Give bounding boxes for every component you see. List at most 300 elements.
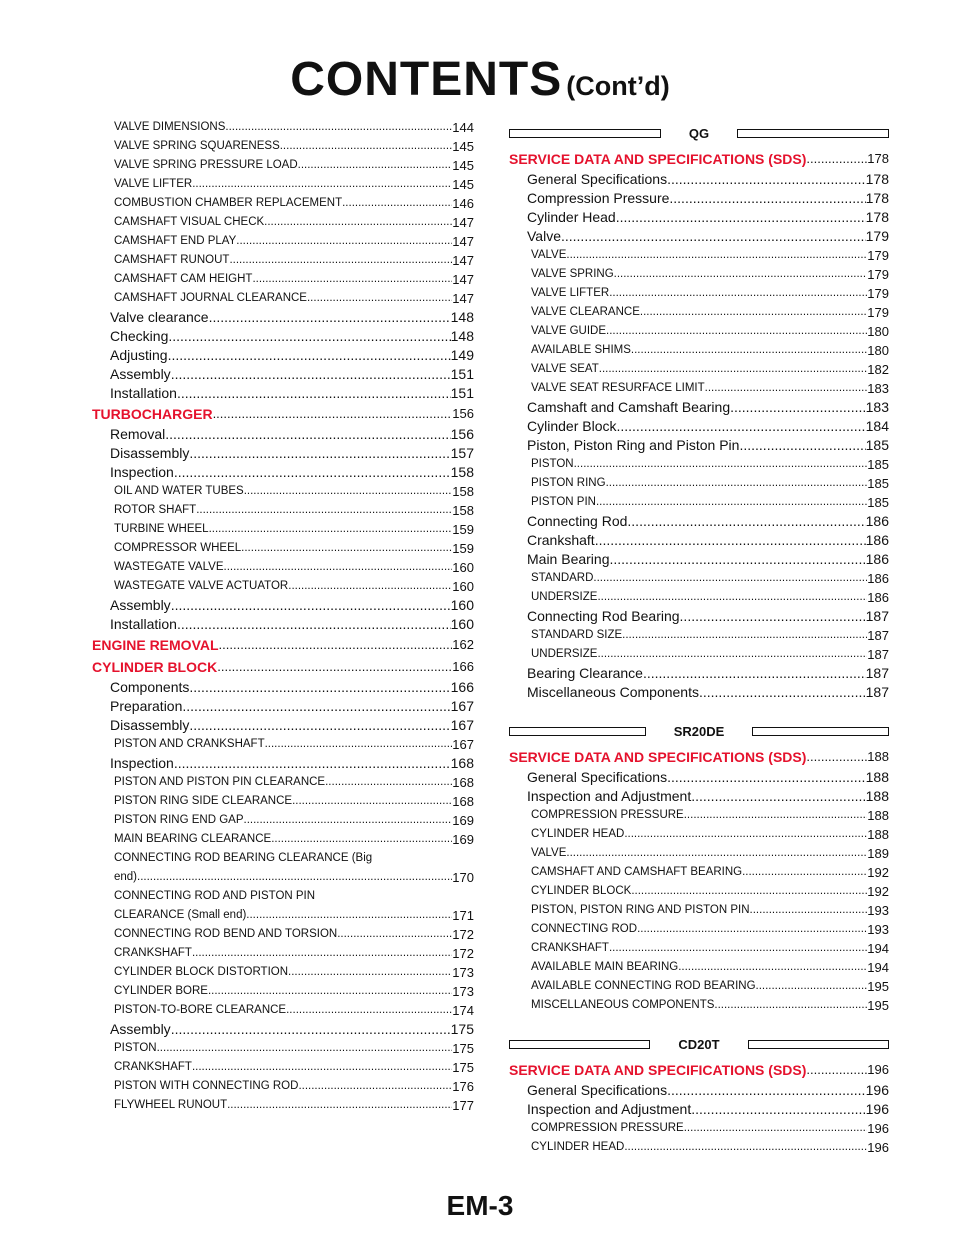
toc-entry-title: CAMSHAFT VISUAL CHECK bbox=[114, 216, 265, 228]
toc-dot-leader bbox=[667, 170, 866, 189]
toc-entry[interactable] bbox=[92, 270, 474, 289]
toc-page-number: 180 bbox=[867, 324, 889, 339]
toc-entry[interactable] bbox=[92, 346, 474, 365]
toc-dot-leader bbox=[182, 697, 450, 716]
toc-entry[interactable] bbox=[509, 303, 889, 322]
toc-page-number: 151 bbox=[450, 366, 474, 382]
toc-page-number: 179 bbox=[867, 248, 889, 263]
toc-dot-leader bbox=[616, 417, 865, 436]
toc-page-number: 147 bbox=[452, 272, 474, 287]
toc-entry[interactable] bbox=[509, 664, 889, 683]
toc-entry[interactable] bbox=[509, 569, 889, 588]
section-rule bbox=[748, 1040, 889, 1049]
toc-entry[interactable] bbox=[92, 232, 474, 251]
toc-entry[interactable] bbox=[509, 626, 889, 645]
toc-entry[interactable] bbox=[92, 365, 474, 384]
toc-dot-leader bbox=[286, 1001, 452, 1020]
toc-entry[interactable] bbox=[92, 175, 474, 194]
toc-entry-title: Assembly bbox=[110, 366, 171, 382]
toc-entry[interactable] bbox=[92, 539, 474, 558]
toc-entry-title: CONNECTING ROD bbox=[531, 923, 638, 935]
toc-entry[interactable] bbox=[509, 901, 889, 920]
toc-dot-leader bbox=[609, 939, 867, 958]
toc-entry[interactable] bbox=[509, 996, 889, 1015]
toc-entry-title: MAIN BEARING CLEARANCE bbox=[114, 833, 272, 845]
toc-dot-leader bbox=[244, 482, 453, 501]
toc-entry[interactable] bbox=[509, 227, 889, 246]
toc-dot-leader bbox=[219, 634, 453, 656]
toc-entry[interactable] bbox=[92, 501, 474, 520]
toc-entry-title: PISTON RING SIDE CLEARANCE bbox=[114, 795, 293, 807]
toc-entry-title: CAMSHAFT JOURNAL CLEARANCE bbox=[114, 292, 307, 304]
section-spacer bbox=[509, 702, 889, 716]
toc-dot-leader bbox=[189, 716, 450, 735]
toc-page-number: 147 bbox=[452, 215, 474, 230]
toc-dot-leader bbox=[640, 303, 867, 322]
toc-entry-title: ENGINE REMOVAL bbox=[92, 637, 219, 653]
toc-entry-title: COMPRESSION PRESSURE bbox=[531, 809, 684, 821]
toc-page-number: 188 bbox=[867, 808, 889, 823]
toc-entry-title: VALVE SEAT RESURFACE LIMIT bbox=[531, 382, 705, 394]
toc-entry[interactable] bbox=[92, 634, 474, 656]
toc-dot-leader bbox=[298, 1077, 452, 1096]
toc-entry-title: CYLINDER BLOCK DISTORTION bbox=[114, 966, 289, 978]
toc-page-number: 167 bbox=[450, 717, 474, 733]
toc-entry[interactable] bbox=[509, 322, 889, 341]
toc-entry[interactable] bbox=[509, 246, 889, 265]
toc-entry-title: CAMSHAFT END PLAY bbox=[114, 235, 237, 247]
toc-page-number: 193 bbox=[867, 903, 889, 918]
toc-entry-title: CAMSHAFT RUNOUT bbox=[114, 254, 230, 266]
toc-entry[interactable] bbox=[92, 792, 474, 811]
toc-entry-title: Miscellaneous Components bbox=[527, 684, 699, 700]
toc-entry[interactable] bbox=[509, 882, 889, 901]
toc-page-number: 188 bbox=[867, 827, 889, 842]
toc-dot-leader bbox=[637, 920, 867, 939]
toc-right-column bbox=[509, 118, 889, 1157]
toc-entry[interactable] bbox=[509, 1081, 889, 1100]
toc-page-number: 166 bbox=[452, 659, 474, 674]
toc-entry-title: Compression Pressure bbox=[527, 190, 670, 206]
toc-entry-title: COMPRESSION PRESSURE bbox=[531, 1122, 684, 1134]
toc-entry-title: end) bbox=[114, 871, 138, 883]
toc-dot-leader bbox=[684, 1119, 868, 1138]
toc-entry-multiline[interactable] bbox=[92, 849, 474, 887]
toc-entry[interactable] bbox=[509, 939, 889, 958]
toc-dot-leader bbox=[566, 844, 867, 863]
toc-entry-title: Disassembly bbox=[110, 445, 190, 461]
toc-entry[interactable] bbox=[92, 944, 474, 963]
toc-entry[interactable] bbox=[92, 1058, 474, 1077]
toc-dot-leader bbox=[337, 925, 452, 944]
page-header bbox=[0, 52, 960, 107]
toc-dot-leader bbox=[614, 265, 868, 284]
toc-page-number: 158 bbox=[452, 503, 474, 518]
toc-entry-title: CRANKSHAFT bbox=[114, 947, 192, 959]
toc-dot-leader bbox=[606, 474, 868, 493]
toc-entry[interactable] bbox=[92, 577, 474, 596]
section-header bbox=[509, 716, 889, 746]
toc-entry-title: General Specifications bbox=[527, 171, 668, 187]
toc-dot-leader bbox=[236, 232, 452, 251]
toc-page-number: 172 bbox=[452, 946, 474, 961]
toc-entry-title: Components bbox=[110, 679, 190, 695]
toc-dot-leader bbox=[667, 768, 866, 787]
toc-page-number: 195 bbox=[867, 998, 889, 1013]
toc-entry-title: VALVE DIMENSIONS bbox=[114, 121, 226, 133]
toc-page-number: 167 bbox=[452, 737, 474, 752]
toc-entry[interactable] bbox=[92, 982, 474, 1001]
toc-entry[interactable] bbox=[509, 170, 889, 189]
toc-dot-leader bbox=[597, 588, 867, 607]
toc-entry-title: TURBOCHARGER bbox=[92, 406, 213, 422]
toc-dot-leader bbox=[280, 137, 453, 156]
toc-page-number: 149 bbox=[450, 347, 474, 363]
toc-entry-title: Valve bbox=[527, 228, 561, 244]
toc-entry[interactable] bbox=[509, 588, 889, 607]
toc-dot-leader bbox=[174, 754, 451, 773]
toc-entry[interactable] bbox=[92, 716, 474, 735]
toc-entry-title: Inspection bbox=[110, 755, 174, 771]
toc-dot-leader bbox=[227, 1096, 452, 1115]
page-number: EM-3 bbox=[446, 1190, 514, 1221]
toc-entry[interactable] bbox=[509, 436, 889, 455]
toc-entry[interactable] bbox=[92, 403, 474, 425]
toc-entry[interactable] bbox=[509, 1119, 889, 1138]
toc-page-number: 146 bbox=[452, 196, 474, 211]
toc-dot-leader bbox=[171, 365, 451, 384]
toc-dot-leader bbox=[171, 596, 451, 615]
toc-entry[interactable] bbox=[509, 398, 889, 417]
toc-dot-leader bbox=[252, 270, 452, 289]
toc-entry[interactable] bbox=[92, 558, 474, 577]
toc-dot-leader bbox=[742, 863, 867, 882]
toc-dot-leader bbox=[643, 664, 866, 683]
toc-entry-title: PISTON RING bbox=[531, 477, 606, 489]
toc-dot-leader bbox=[192, 175, 452, 194]
toc-entry[interactable] bbox=[92, 194, 474, 213]
toc-entry[interactable] bbox=[509, 746, 889, 768]
toc-entry[interactable] bbox=[92, 596, 474, 615]
toc-entry[interactable] bbox=[92, 678, 474, 697]
toc-entry[interactable] bbox=[92, 520, 474, 539]
toc-dot-leader bbox=[624, 1138, 867, 1157]
toc-entry[interactable] bbox=[509, 977, 889, 996]
toc-dot-leader bbox=[209, 308, 451, 327]
toc-entry-title: PISTON AND PISTON PIN CLEARANCE bbox=[114, 776, 326, 788]
toc-entry[interactable] bbox=[92, 384, 474, 403]
toc-entry-multiline[interactable] bbox=[92, 887, 474, 925]
toc-page-number: 145 bbox=[452, 158, 474, 173]
toc-entry[interactable] bbox=[509, 645, 889, 664]
toc-page-number: 189 bbox=[867, 846, 889, 861]
section-rule bbox=[509, 727, 646, 736]
toc-dot-leader bbox=[271, 830, 452, 849]
toc-entry[interactable] bbox=[92, 1020, 474, 1039]
toc-entry-title: CYLINDER HEAD bbox=[531, 1141, 625, 1153]
toc-entry[interactable] bbox=[92, 963, 474, 982]
toc-page-number: 178 bbox=[865, 209, 889, 225]
toc-entry-title: SERVICE DATA AND SPECIFICATIONS (SDS) bbox=[509, 151, 807, 167]
toc-page-number: 145 bbox=[452, 177, 474, 192]
toc-entry-title: Crankshaft bbox=[527, 532, 595, 548]
toc-dot-leader bbox=[730, 398, 866, 417]
toc-entry-title: UNDERSIZE bbox=[531, 591, 598, 603]
toc-entry[interactable] bbox=[92, 289, 474, 308]
toc-entry-title: PISTON RING END GAP bbox=[114, 814, 244, 826]
toc-entry-title: VALVE LIFTER bbox=[114, 178, 193, 190]
toc-entry[interactable] bbox=[509, 265, 889, 284]
toc-page-number: 168 bbox=[452, 775, 474, 790]
toc-entry[interactable] bbox=[509, 550, 889, 569]
toc-dot-leader bbox=[168, 346, 451, 365]
toc-dot-leader bbox=[667, 1081, 866, 1100]
toc-entry[interactable] bbox=[509, 920, 889, 939]
toc-dot-leader bbox=[705, 379, 868, 398]
toc-dot-leader bbox=[246, 906, 452, 925]
toc-entry[interactable] bbox=[509, 208, 889, 227]
toc-entry-title: Installation bbox=[110, 616, 177, 632]
toc-page-number: 159 bbox=[452, 522, 474, 537]
toc-entry[interactable] bbox=[92, 251, 474, 270]
toc-page-number: 178 bbox=[865, 190, 889, 206]
toc-entry-title: Main Bearing bbox=[527, 551, 610, 567]
toc-page-number: 160 bbox=[452, 560, 474, 575]
toc-page-number: 179 bbox=[865, 228, 889, 244]
toc-dot-leader bbox=[244, 811, 453, 830]
toc-entry[interactable] bbox=[92, 735, 474, 754]
toc-dot-leader bbox=[593, 569, 867, 588]
toc-entry[interactable] bbox=[92, 697, 474, 716]
toc-entry[interactable] bbox=[92, 1001, 474, 1020]
toc-entry[interactable] bbox=[509, 493, 889, 512]
toc-entry[interactable] bbox=[509, 455, 889, 474]
toc-page-number: 188 bbox=[867, 749, 889, 764]
toc-entry[interactable] bbox=[509, 787, 889, 806]
toc-entry-title: Adjusting bbox=[110, 347, 168, 363]
toc-entry[interactable] bbox=[509, 683, 889, 702]
toc-page-number: 175 bbox=[450, 1021, 474, 1037]
toc-entry-title: Inspection and Adjustment bbox=[527, 788, 692, 804]
toc-entry-title: VALVE GUIDE bbox=[531, 325, 606, 337]
toc-dot-leader bbox=[622, 626, 867, 645]
toc-entry[interactable] bbox=[509, 512, 889, 531]
toc-entry[interactable] bbox=[92, 308, 474, 327]
toc-entry-title: CRANKSHAFT bbox=[114, 1061, 192, 1073]
toc-page-number: 194 bbox=[867, 941, 889, 956]
toc-page-number: 147 bbox=[452, 253, 474, 268]
toc-entry-title: VALVE SPRING SQUARENESS bbox=[114, 140, 280, 152]
section-label: SR20DE bbox=[673, 723, 725, 739]
toc-entry-title: PISTON WITH CONNECTING ROD bbox=[114, 1080, 299, 1092]
toc-entry[interactable] bbox=[509, 1138, 889, 1157]
toc-dot-leader bbox=[609, 284, 867, 303]
toc-dot-leader bbox=[699, 683, 866, 702]
toc-page-number: 169 bbox=[452, 813, 474, 828]
toc-dot-leader bbox=[631, 882, 867, 901]
toc-entry[interactable] bbox=[509, 474, 889, 493]
toc-entry[interactable] bbox=[509, 379, 889, 398]
toc-dot-leader bbox=[168, 327, 450, 346]
toc-entry-title: CLEARANCE (Small end) bbox=[114, 909, 247, 921]
toc-entry[interactable] bbox=[92, 482, 474, 501]
toc-entry[interactable] bbox=[92, 1096, 474, 1115]
toc-entry-title: Assembly bbox=[110, 1021, 171, 1037]
section-header bbox=[509, 1029, 889, 1059]
toc-page-number: 178 bbox=[867, 151, 889, 166]
section-label: QG bbox=[688, 125, 710, 141]
toc-dot-leader bbox=[750, 901, 868, 920]
toc-page-number: 148 bbox=[450, 309, 474, 325]
toc-dot-leader bbox=[691, 787, 865, 806]
toc-entry[interactable] bbox=[92, 1077, 474, 1096]
toc-dot-leader bbox=[165, 425, 450, 444]
toc-entry[interactable] bbox=[509, 806, 889, 825]
toc-page-number: 159 bbox=[452, 541, 474, 556]
toc-dot-leader bbox=[616, 208, 866, 227]
toc-dot-leader bbox=[189, 444, 450, 463]
contents-title: CONTENTS bbox=[290, 53, 563, 106]
toc-entry[interactable] bbox=[92, 213, 474, 232]
toc-page-number: 170 bbox=[452, 870, 474, 885]
toc-dot-leader bbox=[292, 792, 452, 811]
toc-entry-title: VALVE bbox=[531, 847, 567, 859]
toc-entry[interactable] bbox=[509, 360, 889, 379]
toc-page-number: 157 bbox=[450, 445, 474, 461]
toc-dot-leader bbox=[177, 384, 451, 403]
toc-entry[interactable] bbox=[92, 830, 474, 849]
toc-entry[interactable] bbox=[92, 327, 474, 346]
toc-entry-title: Piston, Piston Ring and Piston Pin bbox=[527, 437, 740, 453]
toc-page-number: 160 bbox=[450, 616, 474, 632]
toc-page-number: 183 bbox=[867, 381, 889, 396]
toc-entry[interactable] bbox=[92, 156, 474, 175]
toc-page-number: 186 bbox=[867, 590, 889, 605]
toc-entry-title: MISCELLANEOUS COMPONENTS bbox=[531, 999, 715, 1011]
toc-entry-title: STANDARD bbox=[531, 572, 594, 584]
toc-entry[interactable] bbox=[92, 1039, 474, 1058]
toc-entry[interactable] bbox=[509, 1059, 889, 1081]
toc-entry[interactable] bbox=[92, 811, 474, 830]
toc-page-number: 171 bbox=[452, 908, 474, 923]
toc-entry[interactable] bbox=[509, 863, 889, 882]
section-rule bbox=[509, 129, 661, 138]
toc-dot-leader bbox=[566, 246, 867, 265]
toc-entry-title: Installation bbox=[110, 385, 177, 401]
toc-entry[interactable] bbox=[92, 656, 474, 678]
toc-dot-leader bbox=[342, 194, 452, 213]
toc-entry[interactable] bbox=[92, 425, 474, 444]
toc-dot-leader bbox=[739, 436, 865, 455]
toc-entry[interactable] bbox=[509, 148, 889, 170]
toc-page-number: 185 bbox=[867, 476, 889, 491]
toc-page-number: 196 bbox=[867, 1062, 889, 1077]
toc-page-number: 175 bbox=[452, 1041, 474, 1056]
toc-page-number: 192 bbox=[867, 884, 889, 899]
toc-entry[interactable] bbox=[509, 341, 889, 360]
toc-entry-continuation bbox=[114, 868, 474, 887]
toc-entry[interactable] bbox=[92, 615, 474, 634]
toc-entry-title: PISTON bbox=[114, 1042, 157, 1054]
section-rule bbox=[752, 727, 889, 736]
toc-entry[interactable] bbox=[509, 825, 889, 844]
toc-entry[interactable] bbox=[509, 844, 889, 863]
toc-entry-title: Connecting Rod bbox=[527, 513, 628, 529]
toc-entry-title: CYLINDER HEAD bbox=[531, 828, 625, 840]
toc-entry[interactable] bbox=[509, 607, 889, 626]
toc-page-number: 167 bbox=[450, 698, 474, 714]
toc-entry-title: CONNECTING ROD BEND AND TORSION bbox=[114, 928, 338, 940]
toc-page-number: 182 bbox=[867, 362, 889, 377]
toc-page-number: 169 bbox=[452, 832, 474, 847]
toc-dot-leader bbox=[157, 1039, 453, 1058]
toc-page-number: 168 bbox=[450, 755, 474, 771]
toc-page-number: 186 bbox=[865, 532, 889, 548]
toc-entry[interactable] bbox=[509, 768, 889, 787]
toc-entry[interactable] bbox=[92, 118, 474, 137]
toc-dot-leader bbox=[596, 493, 867, 512]
toc-entry[interactable] bbox=[509, 958, 889, 977]
toc-entry[interactable] bbox=[509, 417, 889, 436]
toc-entry[interactable] bbox=[509, 531, 889, 550]
toc-entry-title-line: CONNECTING ROD AND PISTON PIN bbox=[114, 890, 316, 902]
toc-entry[interactable] bbox=[92, 754, 474, 773]
toc-page-number: 158 bbox=[450, 464, 474, 480]
toc-dot-leader bbox=[171, 1020, 451, 1039]
toc-dot-leader bbox=[225, 118, 452, 137]
toc-entry-title: AVAILABLE SHIMS bbox=[531, 344, 631, 356]
toc-page-number: 194 bbox=[867, 960, 889, 975]
toc-entry[interactable] bbox=[92, 137, 474, 156]
toc-dot-leader bbox=[229, 251, 452, 270]
toc-entry-title: Removal bbox=[110, 426, 166, 442]
toc-page-number: 160 bbox=[452, 579, 474, 594]
toc-page-number: 192 bbox=[867, 865, 889, 880]
toc-entry-title: COMPRESSOR WHEEL bbox=[114, 542, 242, 554]
toc-entry-title: CRANKSHAFT bbox=[531, 942, 609, 954]
toc-entry[interactable] bbox=[509, 284, 889, 303]
toc-page-number: 148 bbox=[450, 328, 474, 344]
toc-entry-title: CYLINDER BLOCK bbox=[531, 885, 632, 897]
toc-entry-title: FLYWHEEL RUNOUT bbox=[114, 1099, 228, 1111]
toc-entry[interactable] bbox=[92, 444, 474, 463]
toc-page-number: 173 bbox=[452, 965, 474, 980]
toc-dot-leader bbox=[224, 558, 453, 577]
toc-entry-title: Assembly bbox=[110, 597, 171, 613]
toc-entry[interactable] bbox=[92, 925, 474, 944]
toc-entry[interactable] bbox=[92, 463, 474, 482]
toc-dot-leader bbox=[678, 958, 867, 977]
section-rule bbox=[509, 1040, 650, 1049]
toc-dot-leader bbox=[631, 341, 867, 360]
toc-dot-leader bbox=[627, 512, 865, 531]
toc-entry[interactable] bbox=[92, 773, 474, 792]
toc-page-number: 187 bbox=[865, 608, 889, 624]
toc-page-number: 172 bbox=[452, 927, 474, 942]
toc-dot-leader bbox=[606, 322, 867, 341]
toc-dot-leader bbox=[307, 289, 452, 308]
toc-entry-title: Disassembly bbox=[110, 717, 190, 733]
toc-entry[interactable] bbox=[509, 189, 889, 208]
toc-entry-continuation bbox=[114, 906, 474, 925]
toc-entry-title: PISTON AND CRANKSHAFT bbox=[114, 738, 265, 750]
toc-page-number: 174 bbox=[452, 1003, 474, 1018]
toc-page-number: 186 bbox=[865, 551, 889, 567]
toc-entry-title: Inspection bbox=[110, 464, 174, 480]
toc-entry-title: STANDARD SIZE bbox=[531, 629, 623, 641]
toc-page-number: 160 bbox=[450, 597, 474, 613]
toc-entry[interactable] bbox=[509, 1100, 889, 1119]
